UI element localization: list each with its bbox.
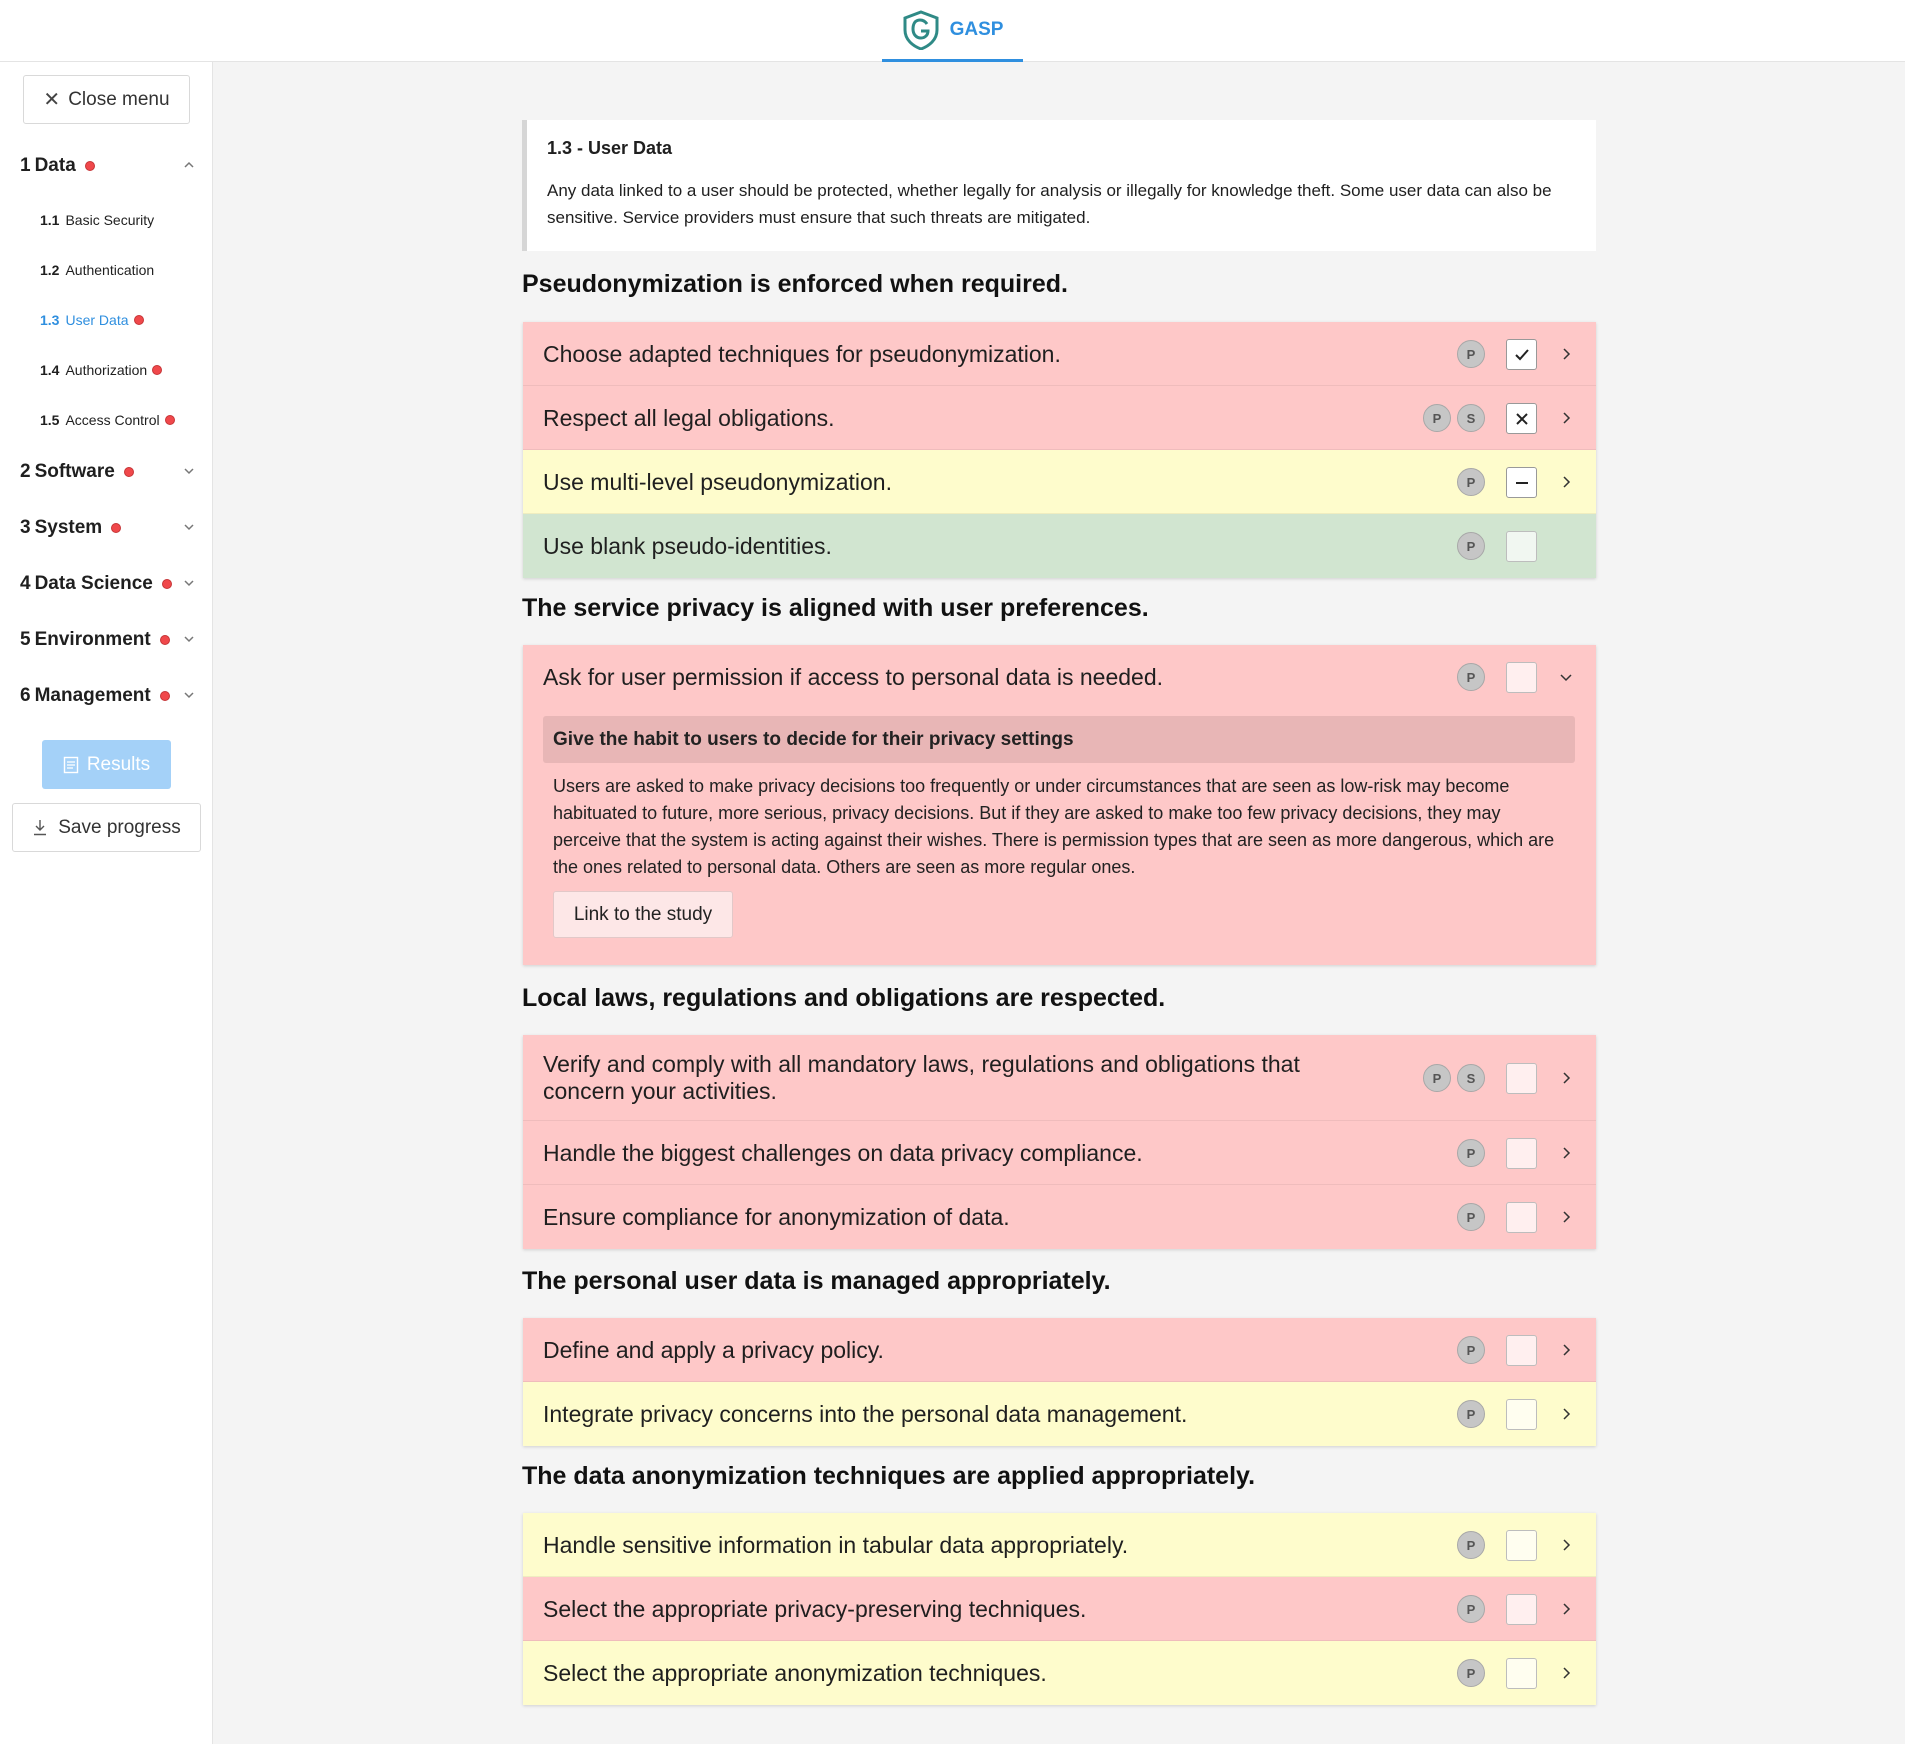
status-dot [165, 415, 175, 425]
requirement-text: Handle the biggest challenges on data privacy compliance. [543, 1139, 1143, 1166]
chevron-down-icon [182, 576, 196, 590]
badge-p: P [1457, 1203, 1485, 1231]
sidebar-item-user-data[interactable] [40, 306, 144, 334]
badge-p: P [1457, 1336, 1485, 1364]
section-label: Management [34, 685, 151, 706]
status-checkbox[interactable] [1506, 531, 1537, 562]
requirement-text: Integrate privacy concerns into the personal data management. [543, 1400, 1188, 1427]
section-label: Software [34, 461, 115, 482]
section-title: 1.3 - User Data [547, 138, 673, 158]
chevron-right-icon[interactable] [1559, 1538, 1573, 1552]
section-number: 1 [20, 155, 31, 176]
chevron-right-icon[interactable] [1559, 1602, 1573, 1616]
save-progress-label: Save progress [58, 816, 181, 838]
document-icon [63, 756, 79, 774]
chevron-down-icon[interactable] [1559, 670, 1573, 684]
badge-p: P [1423, 1064, 1451, 1092]
requirement-row[interactable] [523, 1577, 1596, 1641]
sidebar-item-authorization[interactable] [40, 356, 162, 384]
sub-label: Access Control [65, 412, 160, 428]
section-label: Data Science [34, 573, 153, 594]
brand-name: GASP [949, 18, 1004, 40]
group-title: The service privacy is aligned with user preferences. [522, 594, 1149, 622]
status-checkbox[interactable] [1506, 1594, 1537, 1625]
chevron-right-icon[interactable] [1559, 1146, 1573, 1160]
status-dot [160, 635, 170, 645]
chevron-up-icon [182, 158, 196, 172]
badge-p: P [1457, 340, 1485, 368]
badge-p: P [1457, 1595, 1485, 1623]
status-checkbox[interactable] [1506, 339, 1537, 370]
status-dot [124, 467, 134, 477]
group-title: The personal user data is managed appropriately. [522, 1267, 1111, 1295]
section-description: Any data linked to a user should be protected, whether legally for analysis or illegally for knowledge theft. Some user data can also be sensitive. Service providers must ensure that such threats are mitigated. [547, 181, 1552, 227]
requirement-text: Respect all legal obligations. [543, 404, 835, 431]
sub-label: Basic Security [65, 212, 155, 228]
status-dot [85, 161, 95, 171]
save-progress-button[interactable] [12, 803, 201, 852]
badge-p: P [1457, 663, 1485, 691]
section-label: System [34, 517, 103, 538]
nav-section-environment[interactable] [20, 624, 196, 656]
detail-text: Users are asked to make privacy decisions too frequently or under circumstances that are seen as low-risk may become habituated to future, more serious, privacy decisions. But if they are asked to make too few privacy decisions, they may perceive that the system is acting against their wishes. There is permission types that are seen as more dangerous, which are the ones related to personal data. Others are seen as more regular ones. [553, 776, 1555, 877]
requirement-card [523, 1513, 1596, 1705]
requirement-card [523, 322, 1596, 578]
sub-number: 1.2 [40, 262, 60, 278]
status-dot [152, 365, 162, 375]
section-number: 2 [20, 461, 31, 482]
requirement-text: Ask for user permission if access to personal data is needed. [543, 663, 1164, 690]
requirement-row[interactable] [523, 1185, 1596, 1249]
sub-label: Authentication [65, 262, 155, 278]
chevron-right-icon[interactable] [1559, 1666, 1573, 1680]
requirement-row[interactable] [523, 514, 1596, 578]
badge-p: P [1423, 404, 1451, 432]
status-checkbox[interactable] [1506, 1658, 1537, 1689]
chevron-right-icon[interactable] [1559, 1071, 1573, 1085]
chevron-right-icon[interactable] [1559, 411, 1573, 425]
section-label: Environment [34, 629, 151, 650]
status-checkbox[interactable] [1506, 1530, 1537, 1561]
section-number: 4 [20, 573, 31, 594]
section-label: Data [34, 155, 76, 176]
badge-p: P [1457, 1659, 1485, 1687]
download-icon [32, 819, 48, 836]
requirement-text: Use multi-level pseudonymization. [543, 468, 892, 495]
section-number: 5 [20, 629, 31, 650]
requirement-text: Choose adapted techniques for pseudonymization. [543, 340, 1061, 367]
top-header [0, 0, 1905, 62]
cross-icon [1514, 411, 1530, 427]
link-to-study-button[interactable]: Link to the study [553, 891, 733, 938]
status-dot [134, 315, 144, 325]
nav-section-system[interactable] [20, 512, 196, 544]
section-intro [522, 120, 1596, 251]
status-checkbox[interactable] [1506, 662, 1537, 693]
sub-number: 1.3 [40, 312, 60, 328]
chevron-down-icon [182, 688, 196, 702]
sub-number: 1.5 [40, 412, 60, 428]
sub-number: 1.4 [40, 362, 60, 378]
badge-p: P [1457, 1139, 1485, 1167]
sidebar-item-access-control[interactable] [40, 406, 175, 434]
requirement-row[interactable] [523, 1121, 1596, 1185]
sub-label: Authorization [65, 362, 148, 378]
check-icon [1513, 346, 1531, 364]
shield-logo-icon [902, 10, 940, 50]
requirement-card [523, 1318, 1596, 1446]
requirement-text: Select the appropriate privacy-preserving techniques. [543, 1595, 1087, 1622]
group-title: Pseudonymization is enforced when required. [522, 270, 1068, 298]
requirement-card [523, 645, 1596, 965]
status-checkbox[interactable] [1506, 1063, 1537, 1094]
status-dot [162, 579, 172, 589]
status-checkbox[interactable] [1506, 467, 1537, 498]
badge-s: S [1457, 1064, 1485, 1092]
section-number: 3 [20, 517, 31, 538]
results-button[interactable] [42, 740, 171, 789]
status-dot [111, 523, 121, 533]
status-dot [160, 691, 170, 701]
nav-section-data[interactable] [20, 150, 196, 182]
sub-label: User Data [65, 312, 129, 328]
requirement-text: Use blank pseudo-identities. [543, 532, 832, 559]
group-title: Local laws, regulations and obligations are respected. [522, 984, 1166, 1012]
requirement-row-expanded[interactable] [523, 645, 1596, 965]
requirement-row[interactable] [523, 450, 1596, 514]
chevron-right-icon[interactable] [1559, 1210, 1573, 1224]
sidebar-item-basic-security[interactable] [40, 206, 154, 234]
status-checkbox[interactable] [1506, 1335, 1537, 1366]
results-label: Results [86, 753, 151, 775]
close-menu-button[interactable] [23, 75, 190, 124]
requirement-card [523, 1035, 1596, 1249]
badge-p: P [1457, 532, 1485, 560]
nav-section-data-science[interactable] [20, 568, 196, 600]
requirement-row[interactable] [523, 1513, 1596, 1577]
requirement-text: Ensure compliance for anonymization of data. [543, 1203, 1010, 1230]
chevron-right-icon[interactable] [1559, 475, 1573, 489]
status-checkbox[interactable] [1506, 1202, 1537, 1233]
requirement-text: Handle sensitive information in tabular data appropriately. [543, 1531, 1129, 1558]
status-checkbox[interactable] [1506, 1138, 1537, 1169]
chevron-down-icon [182, 632, 196, 646]
chevron-right-icon[interactable] [1559, 1343, 1573, 1357]
requirement-row[interactable] [523, 1318, 1596, 1382]
badge-s: S [1457, 404, 1485, 432]
chevron-down-icon [182, 464, 196, 478]
section-number: 6 [20, 685, 31, 706]
badge-p: P [1457, 1531, 1485, 1559]
chevron-right-icon[interactable] [1559, 347, 1573, 361]
requirement-row[interactable] [523, 1641, 1596, 1705]
nav-section-software[interactable] [20, 456, 196, 488]
requirement-row[interactable] [523, 1382, 1596, 1446]
detail-heading: Give the habit to users to decide for their privacy settings [543, 716, 1575, 763]
sub-number: 1.1 [40, 212, 60, 228]
sidebar [0, 62, 213, 1744]
requirement-text: Define and apply a privacy policy. [543, 1336, 884, 1363]
sidebar-item-authentication[interactable] [40, 256, 154, 284]
close-menu-label: Close menu [68, 88, 170, 110]
status-checkbox[interactable] [1506, 1399, 1537, 1430]
minus-icon [1514, 475, 1530, 491]
requirement-row[interactable] [523, 322, 1596, 386]
requirement-text: Select the appropriate anonymization techniques. [543, 1659, 1047, 1686]
requirement-text: Verify and comply with all mandatory laws, regulations and obligations that concern your activities. [543, 1051, 1300, 1104]
requirement-row[interactable] [523, 1035, 1596, 1121]
nav-section-management[interactable] [20, 680, 196, 712]
requirement-row[interactable] [523, 386, 1596, 450]
brand-tab[interactable] [882, 0, 1023, 62]
chevron-right-icon[interactable] [1559, 1407, 1573, 1421]
status-checkbox[interactable] [1506, 403, 1537, 434]
chevron-down-icon [182, 520, 196, 534]
badge-p: P [1457, 1400, 1485, 1428]
close-icon: ✕ [43, 89, 61, 111]
group-title: The data anonymization techniques are applied appropriately. [522, 1462, 1256, 1490]
badge-p: P [1457, 468, 1485, 496]
